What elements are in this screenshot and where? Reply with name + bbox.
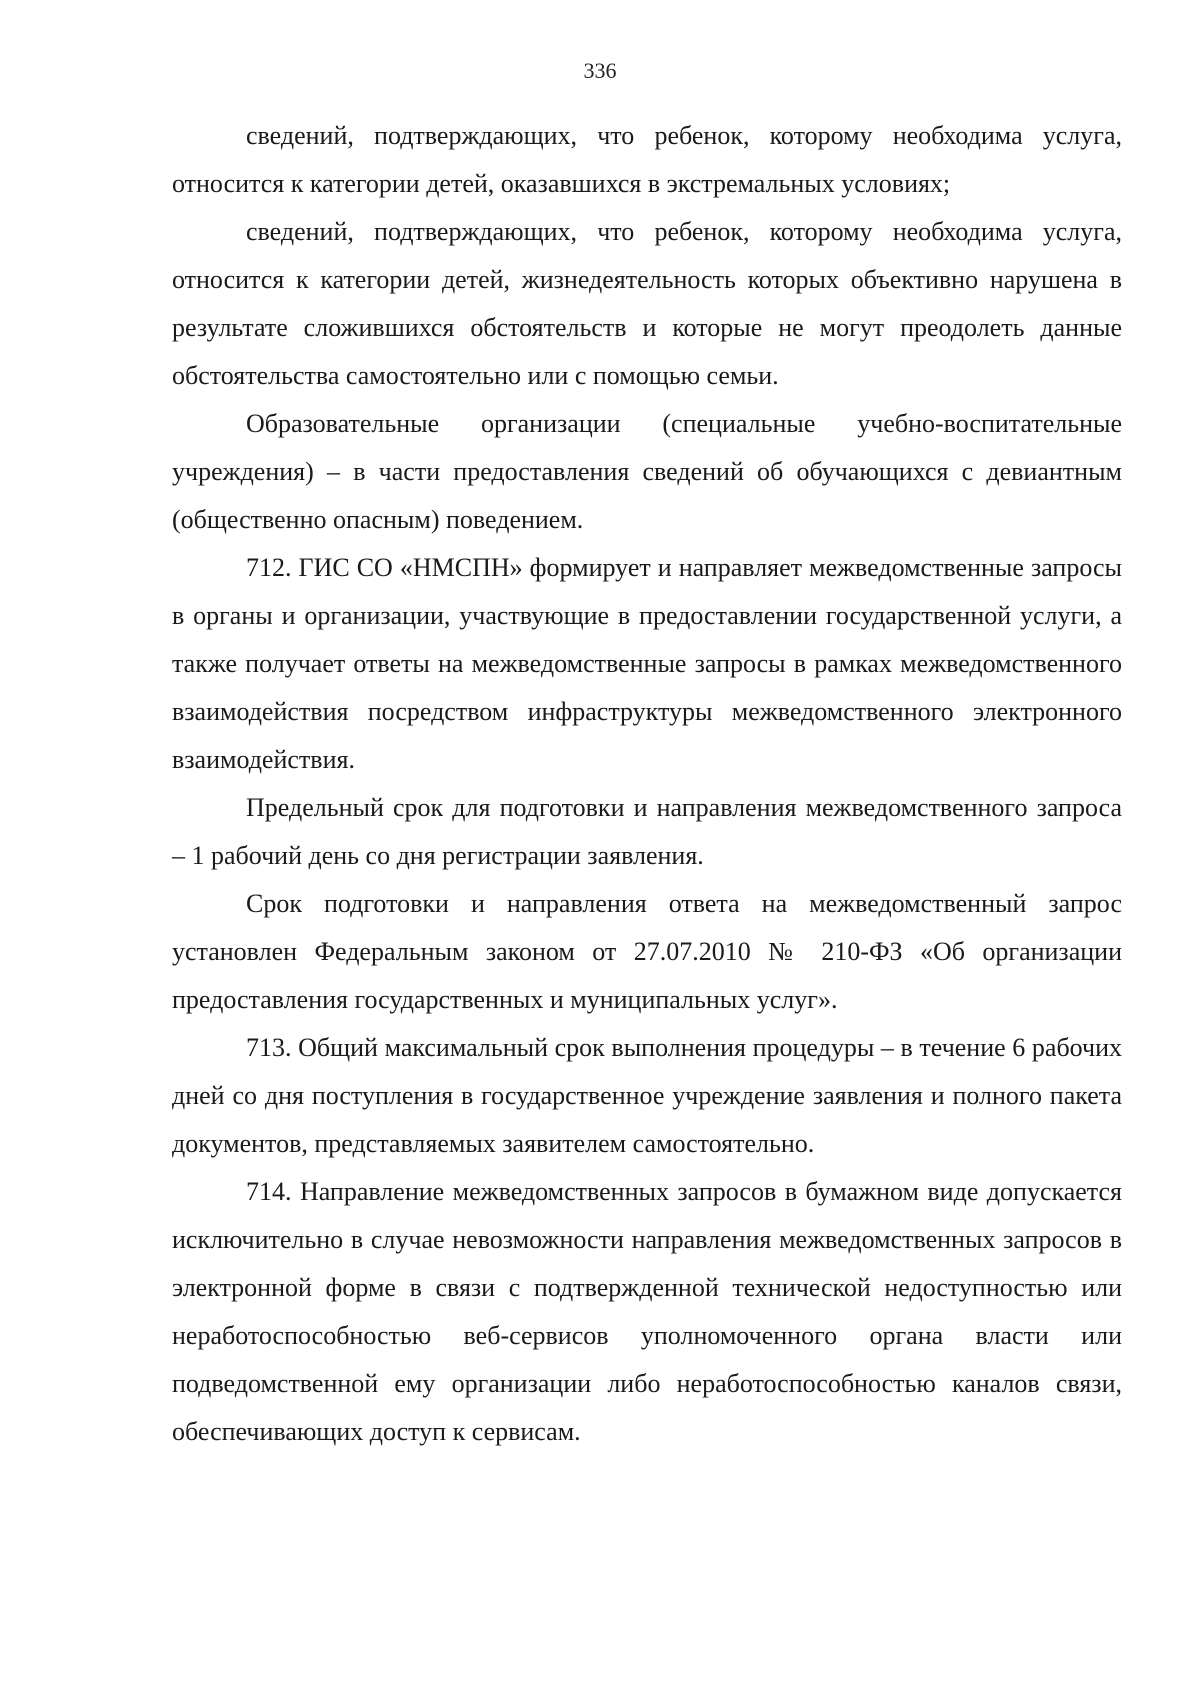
paragraph-712: 712. ГИС СО «НМСПН» формирует и направляет межведомственные запросы в органы и организации, участвующие в предоставлении государственной услуги, а также получает ответы на межведомственные запросы в рамках межведомственного взаимодействия посредством инфраструктуры межведомственного электронного взаимодействия. — [172, 553, 1122, 774]
paragraph-request-deadline: Предельный срок для подготовки и направления межведомственного запроса – 1 рабочий день со дня регистрации заявления. — [172, 793, 1122, 870]
document-body — [172, 112, 1122, 1456]
paragraph-disrupted-life: сведений, подтверждающих, что ребенок, которому необходима услуга, относится к категории детей, жизнедеятельность которых объективно нарушена в результате сложившихся обстоятельств и которые не могут преодолеть данные обстоятельства самостоятельно или с помощью семьи. — [172, 217, 1122, 390]
paragraph-713: 713. Общий максимальный срок выполнения процедуры – в течение 6 рабочих дней со дня поступления в государственное учреждение заявления и полного пакета документов, представляемых заявителем самостоятельно. — [172, 1033, 1122, 1158]
paragraph-714: 714. Направление межведомственных запросов в бумажном виде допускается исключительно в случае невозможности направления межведомственных запросов в электронной форме в связи с подтвержденной технической недоступностью или неработоспособностью веб-сервисов уполномоченного органа власти или подведомственной ему организации либо неработоспособностью каналов связи, обеспечивающих доступ к сервисам. — [172, 1177, 1122, 1446]
paragraph-educational-organizations: Образовательные организации (специальные учебно-воспитательные учреждения) – в части предоставления сведений об обучающихся с девиантным (общественно опасным) поведением. — [172, 409, 1122, 534]
page-number: 336 — [583, 58, 617, 83]
paragraph-response-deadline: Срок подготовки и направления ответа на межведомственный запрос установлен Федеральным законом от 27.07.2010 № 210-ФЗ «Об организации предоставления государственных и муниципальных услуг». — [172, 889, 1122, 1014]
paragraph-extreme-conditions: сведений, подтверждающих, что ребенок, которому необходима услуга, относится к категории детей, оказавшихся в экстремальных условиях; — [172, 121, 1122, 198]
